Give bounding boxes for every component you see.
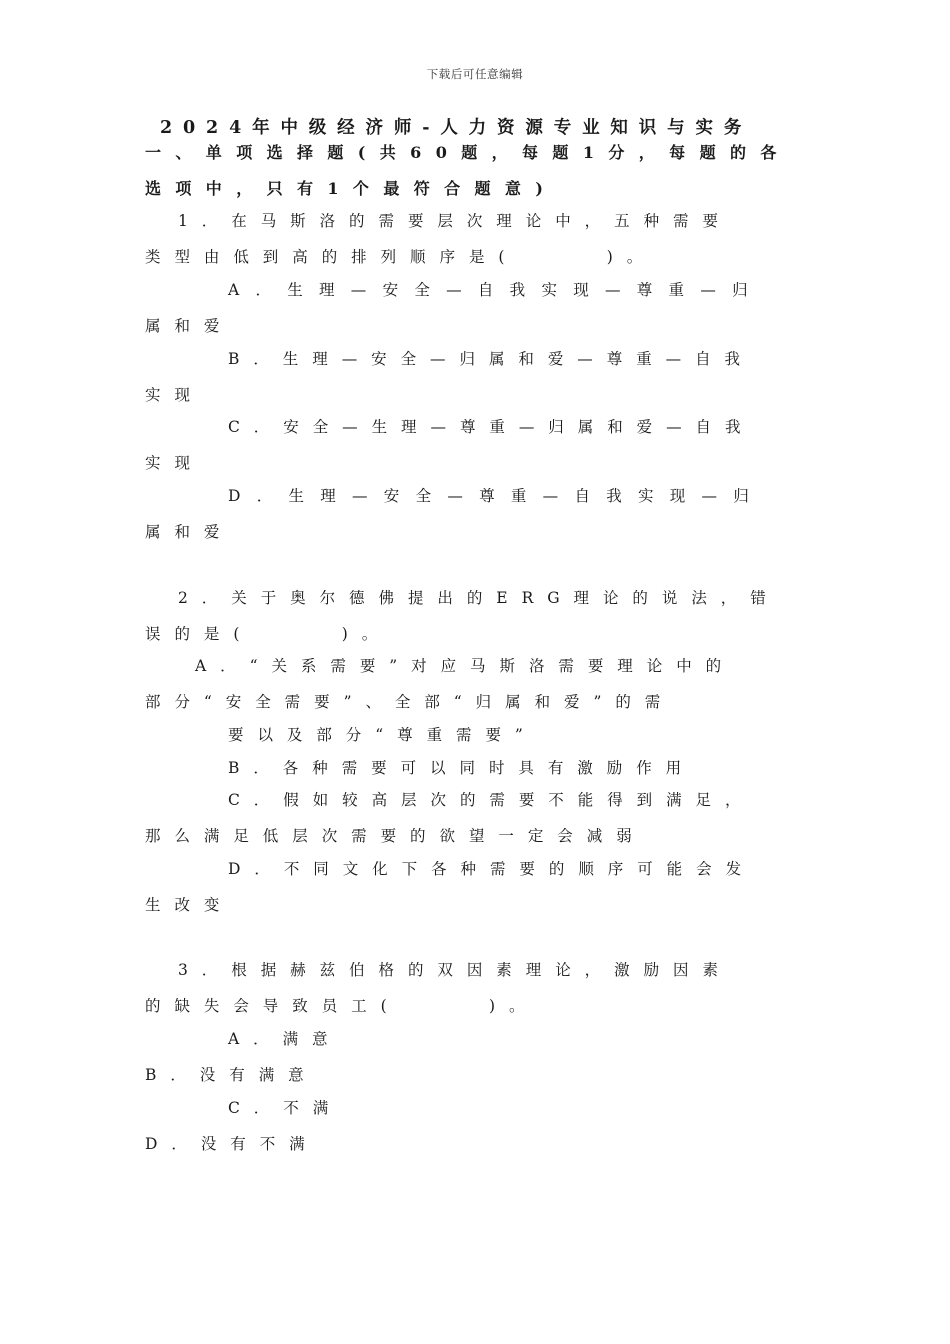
q3-option-d: D．没有不满	[145, 1135, 319, 1153]
q3-stem-line1: 3．根据赫兹伯格的双因素理论，激励因素	[178, 961, 732, 979]
section-heading-line2: 选项中，只有1个最符合题意)	[145, 179, 558, 198]
q1-option-c: C．安全—生理—尊重—归属和爱—自我	[228, 418, 755, 436]
q2-option-b: B．各种需要可以同时具有激励作用	[228, 759, 696, 777]
q1-option-b-cont: 实现	[145, 386, 204, 404]
q2-option-d: D．不同文化下各种需要的顺序可能会发	[228, 860, 756, 878]
q1-option-d: D．生理—安全—尊重—自我实现—归	[228, 487, 766, 505]
q3-stem-line2: 的缺失会导致员工( )。	[145, 997, 539, 1015]
q2-stem-line2: 误的是( )。	[145, 625, 392, 643]
q1-option-a: A．生理—安全—自我实现—尊重—归	[228, 281, 764, 299]
q3-option-a: A．满意	[228, 1030, 342, 1048]
q2-option-a-cont2: 要以及部分“尊重需要”	[228, 726, 537, 744]
q1-option-d-cont: 属和爱	[145, 523, 234, 541]
q2-option-a-cont1: 部分“安全需要”、全部“归属和爱”的需	[145, 693, 675, 711]
page-header: 下载后可任意编辑	[426, 67, 524, 81]
q3-option-c: C．不满	[228, 1099, 343, 1117]
q3-option-b: B．没有满意	[145, 1066, 318, 1084]
document-title: 2024年中级经济师-人力资源专业知识与实务	[160, 118, 753, 138]
q2-option-c-cont: 那么满足低层次需要的欲望一定会减弱	[145, 827, 646, 845]
q2-option-c: C．假如较高层次的需要不能得到满足，	[228, 791, 755, 809]
q1-stem-line1: 1．在马斯洛的需要层次理论中，五种需要	[178, 212, 732, 230]
q2-option-a: A．“关系需要”对应马斯洛需要理论中的	[195, 657, 736, 675]
q1-stem-line2: 类型由低到高的排列顺序是( )。	[145, 248, 657, 266]
q1-option-a-cont: 属和爱	[145, 317, 234, 335]
q2-stem-line1: 2．关于奥尔德佛提出的ERG理论的说法，错	[178, 589, 780, 607]
q2-option-d-cont: 生改变	[145, 896, 234, 914]
section-heading-line1: 一、单项选择题(共60题，每题1分，每题的各	[145, 143, 791, 162]
q1-option-c-cont: 实现	[145, 454, 204, 472]
q1-option-b: B．生理—安全—归属和爱—尊重—自我	[228, 350, 754, 368]
